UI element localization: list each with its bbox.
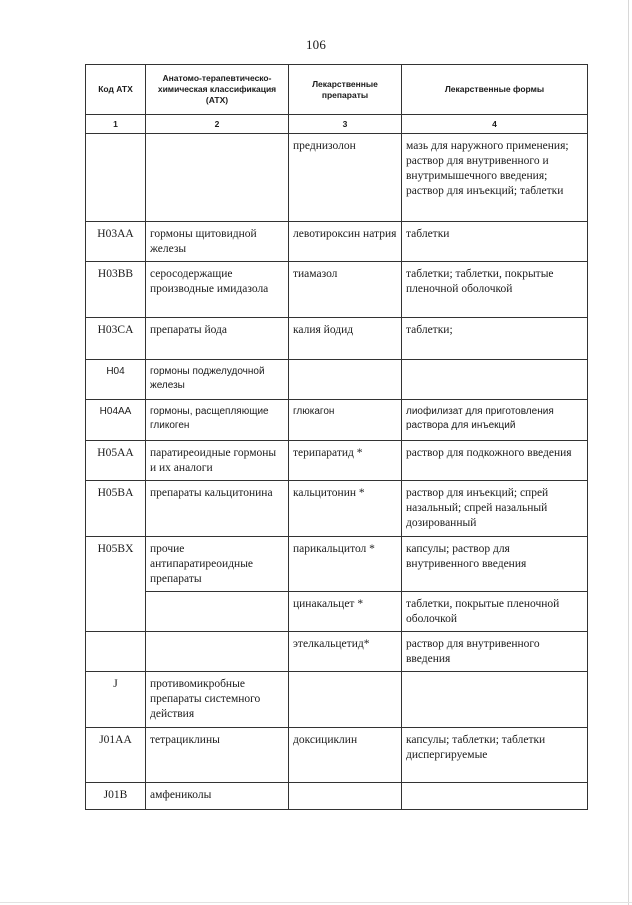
drug-name: тиамазол [289,262,402,318]
header-drugs: Лекарственные препараты [289,65,402,115]
atx-class: прочие антипаратиреоидные препараты [146,537,289,592]
drug-name [289,672,402,728]
dosage-forms: раствор для подкожного введения [402,441,588,481]
atx-code: H05BX [86,537,146,592]
column-number: 1 [86,115,146,134]
table-row [86,537,588,592]
atx-code: H04 [86,360,146,400]
atx-class: амфениколы [146,783,289,810]
dosage-forms: таблетки [402,222,588,262]
drug-name [289,783,402,810]
atx-code: J01B [86,783,146,810]
dosage-forms [402,360,588,400]
drug-name: кальцитонин * [289,481,402,537]
atx-class: серосодержащие производные имидазола [146,262,289,318]
drug-name: калия йодид [289,318,402,360]
dosage-forms: лиофилизат для приготовления раствора для инъекций [402,400,588,441]
dosage-forms: раствор для инъекций; спрей назальный; спрей назальный дозированный [402,481,588,537]
atx-class [146,592,289,632]
atx-class: гормоны, расщепляющие гликоген [146,400,289,441]
table-row [86,400,588,441]
atx-drug-table [85,64,588,810]
drug-name: доксициклин [289,728,402,783]
table-row [86,728,588,783]
drug-name: преднизолон [289,134,402,222]
drug-name: цинакальцет * [289,592,402,632]
table-row [86,783,588,810]
scan-border-mark [628,0,629,905]
header-dosage-forms: Лекарственные формы [402,65,588,115]
atx-code: H04AA [86,400,146,441]
atx-code: J [86,672,146,728]
atx-code: H03CA [86,318,146,360]
table-row [86,632,588,672]
column-number: 4 [402,115,588,134]
table-row [86,222,588,262]
column-number: 3 [289,115,402,134]
drug-name: терипаратид * [289,441,402,481]
dosage-forms: таблетки; [402,318,588,360]
table-row [86,318,588,360]
drug-name: левотироксин натрия [289,222,402,262]
table-row [86,592,588,632]
drug-name: парикальцитол * [289,537,402,592]
atx-class: гормоны поджелудочной железы [146,360,289,400]
atx-class: препараты йода [146,318,289,360]
atx-code [86,632,146,672]
header-atx-classification: Анатомо-терапевтическо-химическая классификация (АТХ) [146,65,289,115]
scan-border-mark [0,902,632,903]
table-row [86,441,588,481]
atx-code: H05AA [86,441,146,481]
table-header-row [86,65,588,115]
page-number: 106 [305,37,327,52]
dosage-forms [402,783,588,810]
table-row [86,262,588,318]
atx-class: паратиреоидные гормоны и их аналоги [146,441,289,481]
column-number: 2 [146,115,289,134]
header-atx-code: Код АТХ [86,65,146,115]
atx-class: гормоны щитовидной железы [146,222,289,262]
drug-name [289,360,402,400]
dosage-forms: таблетки; таблетки, покрытые пленочной оболочкой [402,262,588,318]
atx-class: препараты кальцитонина [146,481,289,537]
table-row [86,360,588,400]
atx-class: противомикробные препараты системного действия [146,672,289,728]
table-row [86,134,588,222]
dosage-forms [402,672,588,728]
atx-code [86,592,146,632]
atx-class [146,632,289,672]
dosage-forms: раствор для внутривенного введения [402,632,588,672]
atx-code: H05BA [86,481,146,537]
dosage-forms: мазь для наружного применения; раствор для внутривенного и внутримышечного введения; раствор для инъекций; таблетки [402,134,588,222]
dosage-forms: капсулы; таблетки; таблетки диспергируемые [402,728,588,783]
atx-code: J01AA [86,728,146,783]
drug-name: этелкальцетид* [289,632,402,672]
table-row [86,672,588,728]
drug-name: глюкагон [289,400,402,441]
atx-code [86,134,146,222]
table-row [86,481,588,537]
column-number-row [86,115,588,134]
atx-class: тетрациклины [146,728,289,783]
dosage-forms: таблетки, покрытые пленочной оболочкой [402,592,588,632]
atx-code: H03BB [86,262,146,318]
atx-class [146,134,289,222]
dosage-forms: капсулы; раствор для внутривенного введения [402,537,588,592]
atx-code: H03AA [86,222,146,262]
